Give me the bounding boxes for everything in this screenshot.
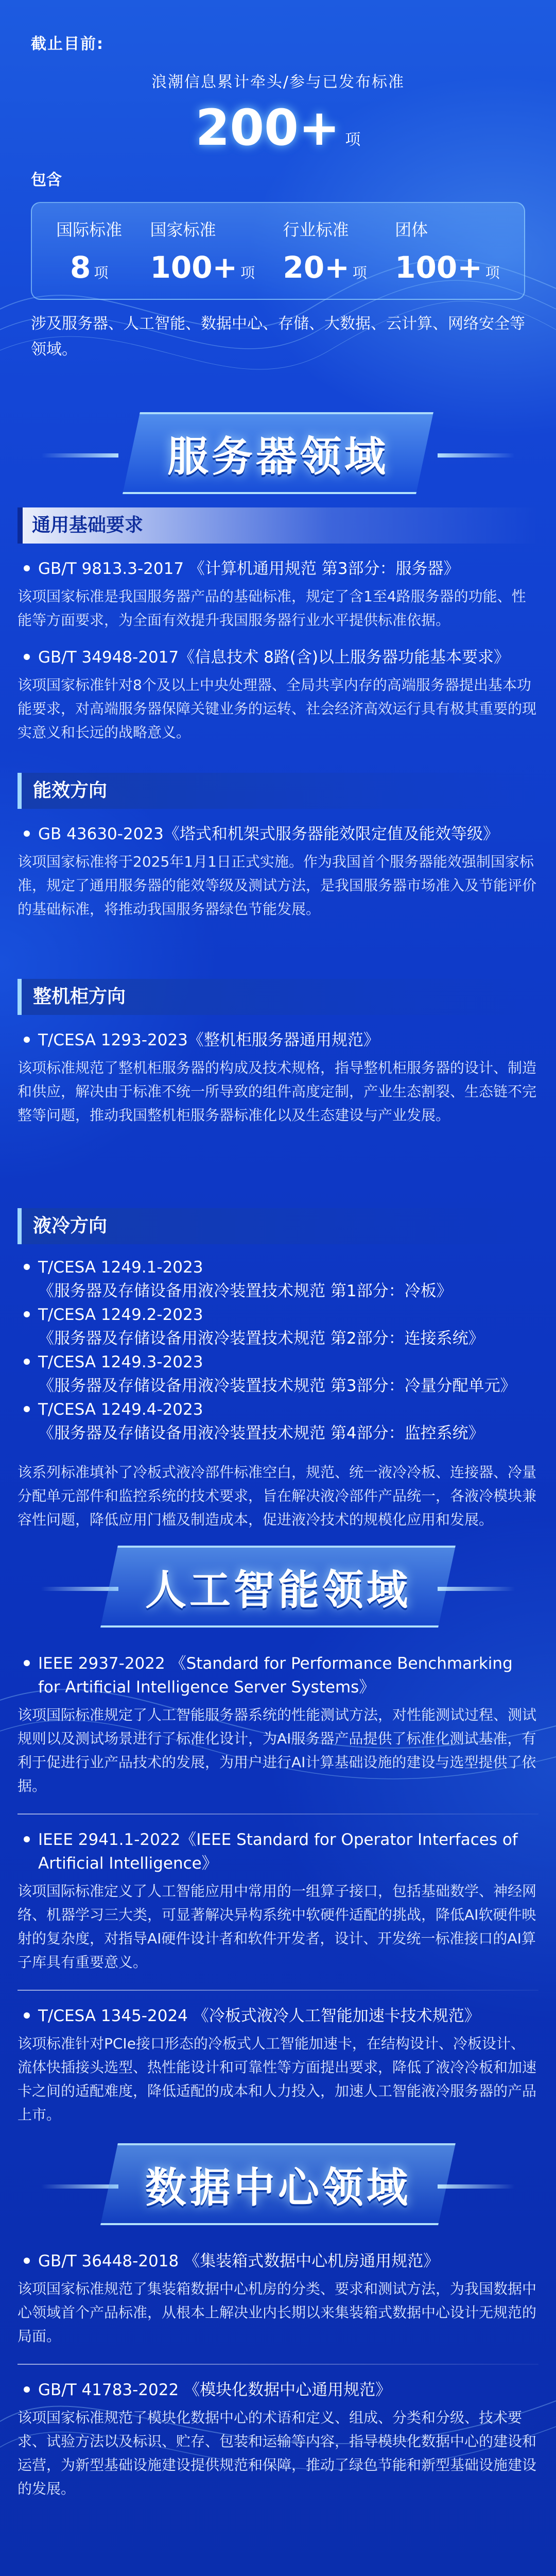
banner-line-icon xyxy=(41,2184,118,2189)
standard-description: 该项标准针对PCIe接口形态的冷板式人工智能加速卡，在结构设计、冷板设计、流体快插接头选型、热性能设计和可靠性等方面提出要求，降低了液冷冷板和加速卡之间的适配难度，降低适配的成本和人力投入，加速人工智能液冷服务器的产品上市。 xyxy=(18,2035,537,2123)
standard-title: T/CESA 1293-2023《整机柜服务器通用规范》 xyxy=(18,1028,538,1052)
standard-title: 《服务器及存储设备用液冷装置技术规范 第4部分：监控系统》 xyxy=(38,1424,484,1443)
stat-label: 国家标准 xyxy=(150,220,216,240)
standard-item xyxy=(18,1652,538,1798)
standard-title: T/CESA 1249.1-2023 xyxy=(18,1256,538,1279)
standard-description: 该项国家标准是我国服务器产品的基础标准，规定了含1至4路服务器的功能、性能等方面要求，为全面有效提升我国服务器行业水平提供标准依据。 xyxy=(18,588,526,629)
ai-standards xyxy=(18,1638,538,2127)
section-title: 人工智能领域 xyxy=(145,1566,411,1614)
include-label: 包含 xyxy=(31,171,62,189)
standard-item xyxy=(18,822,538,921)
banner-line-icon xyxy=(438,1587,515,1591)
standard-description: 该项国家标准规范了模块化数据中心的术语和定义、组成、分类和分级、技术要求、试验方法以及标识、贮存、包装和运输等内容，指导模块化数据中心的建设和运营，为新型基础设施建设提供规范和保障，推动了绿色节能和新型基础设施建设的发展。 xyxy=(18,2409,537,2497)
summary-headline: 浪潮信息累计牵头/参与已发布标准 xyxy=(151,73,405,91)
stat-number: 100+ xyxy=(395,250,482,285)
banner-line-icon xyxy=(438,2184,515,2189)
total-value: 200+ xyxy=(195,99,340,157)
standard-description: 该项标准规范了整机柜服务器的构成及技术规格，指导整机柜服务器的设计、制造和供应，解决由于标准不统一所导致的组件高度定制，产业生态割裂、生态链不完整等问题，推动我国整机柜服务器标准化以及生态建设与产业发展。 xyxy=(18,1059,537,1124)
standard-title: T/CESA 1249.3-2023 xyxy=(18,1350,538,1374)
standard-title: T/CESA 1345-2024 《冷板式液冷人工智能加速卡技术规范》 xyxy=(18,2004,538,2028)
standard-description: 该项国家标准规范了集装箱数据中心机房的分类、要求和测试方法，为我国数据中心领域首个产品标准，从根本上解决业内长期以来集装箱式数据中心设计无规范的局面。 xyxy=(18,2280,537,2345)
standard-item xyxy=(18,1028,538,1127)
group-heading: 能效方向 xyxy=(18,773,538,809)
group-energy-efficiency xyxy=(18,773,538,921)
standard-item xyxy=(18,646,538,744)
total-unit: 项 xyxy=(345,131,361,149)
stat-number: 20+ xyxy=(283,250,350,285)
stat-unit: 项 xyxy=(485,264,500,281)
stat-value xyxy=(395,250,500,285)
standard-title: IEEE 2937-2022 《Standard for Performance Benchmarking for Artificial Intelligence Server Systems》 xyxy=(18,1652,538,1699)
stat-label: 国际标准 xyxy=(56,220,123,240)
standard-title: 《服务器及存储设备用液冷装置技术规范 第1部分：冷板》 xyxy=(38,1282,453,1300)
liquid-standard-list xyxy=(18,1256,538,1445)
divider xyxy=(18,1990,538,1991)
group-general xyxy=(18,507,538,744)
stat-value xyxy=(56,250,122,285)
standard-item xyxy=(18,2249,538,2348)
deadline-label: 截止目前: xyxy=(31,35,104,53)
standard-title: GB/T 41783-2022 《模块化数据中心通用规范》 xyxy=(18,2378,538,2402)
standard-title: IEEE 2941.1-2022《IEEE Standard for Operator Interfaces of Artificial Intelligence》 xyxy=(18,1828,538,1875)
stat-value xyxy=(283,250,367,285)
stat-national xyxy=(150,217,255,285)
summary-section xyxy=(0,31,556,363)
total-count xyxy=(31,99,525,157)
banner-line-icon xyxy=(41,1587,118,1591)
banner-line-icon xyxy=(41,453,118,457)
section-banner-server xyxy=(0,412,556,494)
standard-item xyxy=(18,557,538,632)
standard-item xyxy=(18,2004,538,2127)
standard-item xyxy=(18,2378,538,2501)
stat-group xyxy=(395,217,500,285)
group-note: 该系列标准填补了冷板式液冷部件标准空白，规范、统一液冷冷板、连接器、冷量分配单元部件和监控系统的技术要求，旨在解决液冷部件产品统一，各液冷模块兼容性问题，降低应用门槛及制造成本，促进液冷技术的规模化应用和发展。 xyxy=(18,1464,537,1528)
standard-title: GB 43630-2023《塔式和机架式服务器能效限定值及能效等级》 xyxy=(18,822,538,846)
standard-description: 该项国际标准定义了人工智能应用中常用的一组算子接口，包括基础数学、神经网络、机器学习三大类，可显著解决异构系统中软硬件适配的挑战，降低AI软硬件映射的复杂度，对指导AI硬件设计者和软件开发者，设计、开发统一标准接口的AI算子库具有重要意义。 xyxy=(18,1883,537,1971)
standard-title: 《服务器及存储设备用液冷装置技术规范 第3部分：冷量分配单元》 xyxy=(38,1377,516,1395)
banner-line-icon xyxy=(438,453,515,457)
stat-international xyxy=(56,217,122,285)
domains-text: 涉及服务器、人工智能、数据中心、存储、大数据、云计算、网络安全等领域。 xyxy=(31,315,525,359)
standard-title: 《服务器及存储设备用液冷装置技术规范 第2部分：连接系统》 xyxy=(38,1329,484,1348)
stat-value xyxy=(150,250,255,285)
standard-description: 该项国家标准将于2025年1月1日正式实施。作为我国首个服务器能效强制国家标准，规定了通用服务器的能效等级及测试方法，是我国服务器市场准入及节能评价的基础标准，将推动我国服务器绿色节能发展。 xyxy=(18,853,537,918)
stat-label: 行业标准 xyxy=(283,220,349,240)
group-heading: 通用基础要求 xyxy=(18,507,538,544)
stat-unit: 项 xyxy=(240,264,255,281)
stat-unit: 项 xyxy=(352,264,367,281)
standard-item xyxy=(18,1828,538,1974)
standard-description: 该项国际标准规定了人工智能服务器系统的性能测试方法，对性能测试过程、测试规则以及测试场景进行了标准化设计，为AI服务器产品提供了标准化测试基准，有利于促进行业产品技术的发展，为用户进行AI计算基础设施的建设与选型提供了依据。 xyxy=(18,1706,537,1794)
section-banner-datacenter xyxy=(0,2143,556,2225)
stat-label: 团体 xyxy=(395,220,428,240)
standard-title: GB/T 9813.3-2017 《计算机通用规范 第3部分：服务器》 xyxy=(18,557,538,581)
standard-title: T/CESA 1249.2-2023 xyxy=(18,1303,538,1327)
divider xyxy=(18,2364,538,2365)
section-title: 数据中心领域 xyxy=(145,2164,411,2212)
standard-description: 该项国家标准针对8个及以上中央处理器、全局共享内存的高端服务器提出基本功能要求，对高端服务器保障关键业务的运转、社会经济高效运行具有极其重要的现实意义和长远的战略意义。 xyxy=(18,676,537,741)
dc-standards xyxy=(18,2236,538,2501)
standard-title: GB/T 34948-2017《信息技术 8路(含)以上服务器功能基本要求》 xyxy=(18,646,538,669)
section-title: 服务器领域 xyxy=(167,433,389,481)
stat-number: 100+ xyxy=(150,250,238,285)
stat-industry xyxy=(283,217,367,285)
standard-title: T/CESA 1249.4-2023 xyxy=(18,1398,538,1421)
section-banner-ai xyxy=(0,1546,556,1628)
stats-box xyxy=(31,202,525,300)
stat-number: 8 xyxy=(70,250,91,285)
stat-unit: 项 xyxy=(94,264,109,281)
divider xyxy=(18,1814,538,1815)
group-heading: 液冷方向 xyxy=(18,1208,538,1244)
group-rack xyxy=(18,979,538,1127)
group-liquid-cooling xyxy=(18,1208,538,1532)
standard-title: GB/T 36448-2018 《集装箱式数据中心机房通用规范》 xyxy=(18,2249,538,2273)
group-heading: 整机柜方向 xyxy=(18,979,538,1015)
